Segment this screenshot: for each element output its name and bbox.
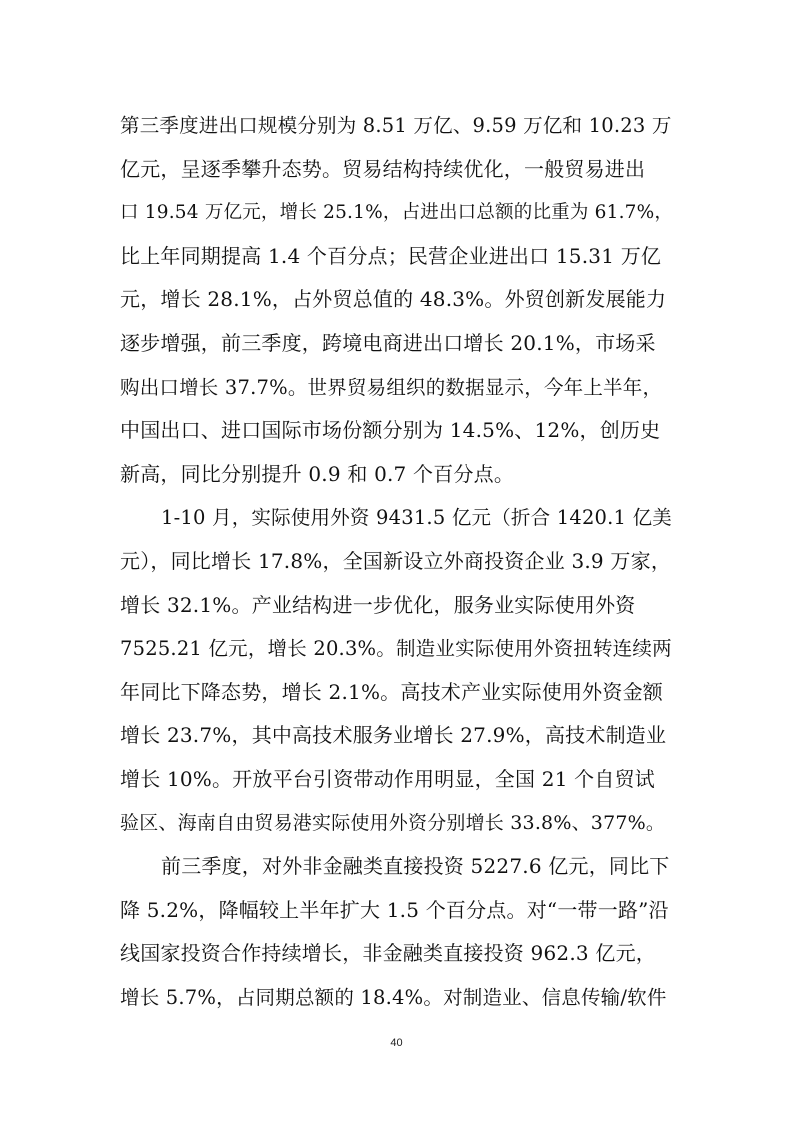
paragraph-start-line: 前三季度，对外非金融类直接投资 5227.6 亿元，同比下 <box>161 854 670 879</box>
text-line: 增长 32.1%。产业结构进一步优化，服务业实际使用外资 <box>120 592 636 617</box>
text-line: 购出口增长 37.7%。世界贸易组织的数据显示，今年上半年， <box>120 375 663 399</box>
paragraph-start-line: 1-10 月，实际使用外资 9431.5 亿元（折合 1420.1 亿美 <box>161 506 672 530</box>
text-line: 比上年同期提高 1.4 个百分点；民营企业进出口 15.31 万亿 <box>120 243 662 268</box>
page-number: 40 <box>390 1037 403 1049</box>
text-line: 口 19.54 万亿元，增长 25.1%，占进出口总额的比重为 61.7%， <box>120 202 674 224</box>
text-line: 元），同比增长 17.8%，全国新设立外商投资企业 3.9 万家， <box>120 548 672 573</box>
body-text <box>120 104 675 1019</box>
text-line: 元，增长 28.1%，占外贸总值的 48.3%。外贸创新发展能力 <box>120 287 667 312</box>
text-line: 年同比下降态势，增长 2.1%。高技术产业实际使用外资金额 <box>120 679 663 704</box>
text-line: 降 5.2%，降幅较上半年扩大 1.5 个百分点。对“一带一路”沿 <box>120 897 669 922</box>
text-line: 新高，同比分别提升 0.9 和 0.7 个百分点。 <box>120 461 515 486</box>
text-line: 中国出口、进口国际市场份额分别为 14.5%、12%，创历史 <box>120 418 661 443</box>
text-line: 亿元，呈逐季攀升态势。贸易结构持续优化，一般贸易进出 <box>120 156 646 181</box>
text-line: 增长 23.7%，其中高技术服务业增长 27.9%，高技术制造业 <box>120 723 667 748</box>
text-line: 7525.21 亿元，增长 20.3%。制造业实际使用外资扭转连续两 <box>120 637 672 661</box>
text-line: 增长 5.7%，占同期总额的 18.4%。对制造业、信息传输/软件 <box>120 985 667 1009</box>
text-line: 逐步增强，前三季度，跨境电商进出口增长 20.1%，市场采 <box>120 330 656 355</box>
text-line: 线国家投资合作持续增长，非金融类直接投资 962.3 亿元， <box>120 941 656 966</box>
text-line: 验区、海南自由贸易港实际使用外资分别增长 33.8%、377%。 <box>120 811 666 834</box>
text-line: 增长 10%。开放平台引资带动作用明显，全国 21 个自贸试 <box>120 766 655 791</box>
text-line: 第三季度进出口规模分别为 8.51 万亿、9.59 万亿和 10.23 万 <box>120 114 672 137</box>
